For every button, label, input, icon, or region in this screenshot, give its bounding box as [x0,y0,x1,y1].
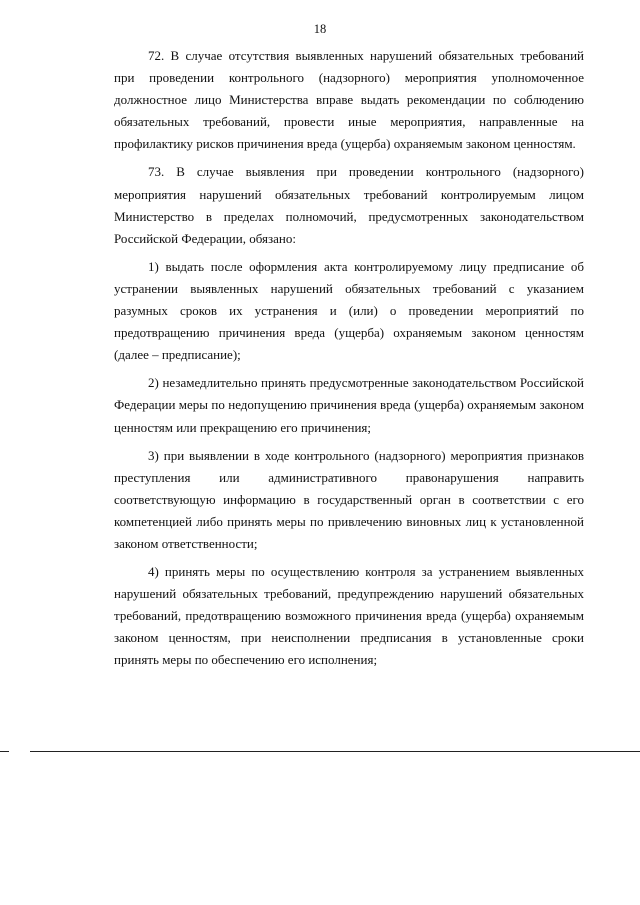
paragraph-73-item-1: 1) выдать после оформления акта контролируемому лицу предписание об устранении выявленных нарушений обязательных требований с указанием разумных сроков их устранения и (или) о проведении мероприятий по предотвращению причинения вреда (ущерба) охраняемым законом ценностям (далее – предписание); [114,258,584,363]
page-number: 18 [313,22,327,36]
paragraph-73: 73. В случае выявления при проведении контрольного (надзорного) мероприятия нарушений обязательных требований контролируемым лицом Министерство в пределах полномочий, предусмотренных законодательством Российской Федерации, обязано: [114,164,584,246]
paragraph-73-item-4: 4) принять меры по осуществлению контроля за устранением выявленных нарушений обязательных требований, предупреждению нарушений обязательных требований, предотвращению возможного причинения вреда (ущерба) охраняемым законом ценностям, при неисполнении предписания в установленные сроки принять меры по обеспечению его исполнения; [114,564,584,668]
scan-edge-line [30,751,640,752]
paragraph-73-item-3: 3) при выявлении в ходе контрольного (надзорного) мероприятия признаков преступления или административного правонарушения направить соответствующую информацию в государственный орган в соответствии с его компетенцией либо принять меры по привлечению виновных лиц к установленной законом ответственности; [114,447,584,551]
paragraph-72: 72. В случае отсутствия выявленных нарушений обязательных требований при проведении контрольного (надзорного) мероприятия уполномоченное должностное лицо Министерства вправе выдать рекомендации по соблюдению обязательных требований, провести иные мероприятия, направленные на профилактику рисков причинения вреда (ущерба) охраняемым законом ценностям. [114,48,584,152]
paragraph-73-item-2: 2) незамедлительно принять предусмотренные законодательством Российской Федерации меры по недопущению причинения вреда (ущерба) охраняемым законом ценностям или прекращению его причинения; [114,375,584,435]
document-body [114,45,584,678]
scan-edge-line-left [0,751,9,752]
